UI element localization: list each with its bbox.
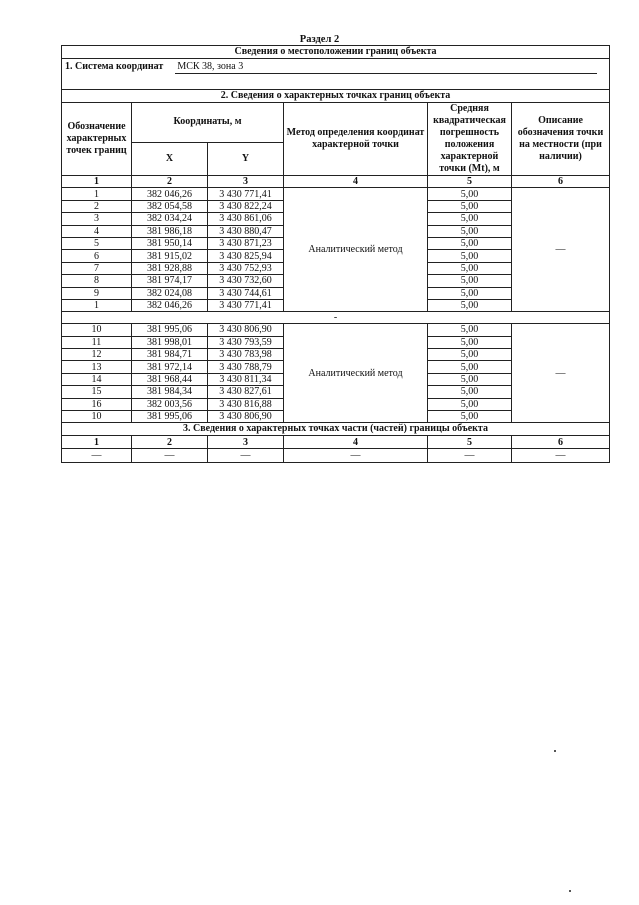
col-coords-header: Координаты, м xyxy=(132,103,284,143)
section3-numbers-row xyxy=(62,436,610,448)
y-coordinate-cell: 3 430 752,93 xyxy=(208,262,284,274)
page-title: Раздел 2 xyxy=(299,34,340,45)
y-coordinate-cell: 3 430 827,61 xyxy=(208,386,284,398)
point-cell: 7 xyxy=(62,262,132,274)
empty-value: — xyxy=(428,448,512,462)
col-accuracy-header: Средняя квадратическая погрешность положения характерной точки (Mt), м xyxy=(428,103,512,176)
x-coordinate-cell: 381 915,02 xyxy=(132,250,208,262)
accuracy-cell: 5,00 xyxy=(428,188,512,200)
accuracy-cell: 5,00 xyxy=(428,200,512,212)
column-number: 2 xyxy=(132,436,208,448)
column-header-row xyxy=(62,103,610,143)
accuracy-cell: 5,00 xyxy=(428,299,512,311)
accuracy-cell: 5,00 xyxy=(428,373,512,385)
empty-value: — xyxy=(208,448,284,462)
point-cell: 3 xyxy=(62,213,132,225)
x-coordinate-cell: 382 054,58 xyxy=(132,200,208,212)
column-number: 6 xyxy=(512,436,610,448)
x-coordinate-cell: 381 986,18 xyxy=(132,225,208,237)
point-cell: 14 xyxy=(62,373,132,385)
point-cell: 10 xyxy=(62,411,132,423)
point-cell: 1 xyxy=(62,299,132,311)
accuracy-cell: 5,00 xyxy=(428,250,512,262)
y-coordinate-cell: 3 430 861,06 xyxy=(208,213,284,225)
column-number: 4 xyxy=(284,176,428,188)
y-coordinate-cell: 3 430 816,88 xyxy=(208,398,284,410)
contour-separator-row xyxy=(62,312,610,324)
x-coordinate-cell: 381 928,88 xyxy=(132,262,208,274)
column-number: 2 xyxy=(132,176,208,188)
y-coordinate-cell: 3 430 771,41 xyxy=(208,299,284,311)
accuracy-cell: 5,00 xyxy=(428,386,512,398)
accuracy-cell: 5,00 xyxy=(428,213,512,225)
col-x-header: X xyxy=(132,142,208,175)
section2-title: 2. Сведения о характерных точках границ объекта xyxy=(62,90,610,103)
x-coordinate-cell: 381 998,01 xyxy=(132,336,208,348)
table-row xyxy=(62,324,610,336)
empty-value: — xyxy=(512,448,610,462)
x-coordinate-cell: 381 984,71 xyxy=(132,349,208,361)
empty-value: — xyxy=(284,448,428,462)
x-coordinate-cell: 381 974,17 xyxy=(132,275,208,287)
x-coordinate-cell: 382 024,08 xyxy=(132,287,208,299)
scan-speck xyxy=(554,750,556,752)
y-coordinate-cell: 3 430 880,47 xyxy=(208,225,284,237)
x-coordinate-cell: 381 984,34 xyxy=(132,386,208,398)
section3-title: 3. Сведения о характерных точках части (частей) границы объекта xyxy=(62,423,610,436)
y-coordinate-cell: 3 430 806,90 xyxy=(208,324,284,336)
column-number: 3 xyxy=(208,436,284,448)
point-cell: 15 xyxy=(62,386,132,398)
method-cell: Аналитический метод xyxy=(284,188,428,312)
column-number: 4 xyxy=(284,436,428,448)
accuracy-cell: 5,00 xyxy=(428,287,512,299)
accuracy-cell: 5,00 xyxy=(428,262,512,274)
col-method-header: Метод определения координат характерной точки xyxy=(284,103,428,176)
method-cell: Аналитический метод xyxy=(284,324,428,423)
y-coordinate-cell: 3 430 788,79 xyxy=(208,361,284,373)
column-number: 3 xyxy=(208,176,284,188)
point-cell: 10 xyxy=(62,324,132,336)
y-coordinate-cell: 3 430 793,59 xyxy=(208,336,284,348)
y-coordinate-cell: 3 430 822,24 xyxy=(208,200,284,212)
accuracy-cell: 5,00 xyxy=(428,225,512,237)
description-cell: — xyxy=(512,188,610,312)
point-cell: 5 xyxy=(62,237,132,249)
section3-empty-row xyxy=(62,448,610,462)
column-number: 5 xyxy=(428,176,512,188)
empty-value: — xyxy=(62,448,132,462)
accuracy-cell: 5,00 xyxy=(428,336,512,348)
point-cell: 11 xyxy=(62,336,132,348)
y-coordinate-cell: 3 430 871,23 xyxy=(208,237,284,249)
x-coordinate-cell: 382 046,26 xyxy=(132,299,208,311)
scan-speck xyxy=(569,890,571,892)
y-coordinate-cell: 3 430 825,94 xyxy=(208,250,284,262)
x-coordinate-cell: 382 034,24 xyxy=(132,213,208,225)
point-cell: 8 xyxy=(62,275,132,287)
x-coordinate-cell: 381 950,14 xyxy=(132,237,208,249)
accuracy-cell: 5,00 xyxy=(428,237,512,249)
x-coordinate-cell: 381 995,06 xyxy=(132,411,208,423)
description-cell: — xyxy=(512,324,610,423)
coordinate-system-cell xyxy=(62,59,610,90)
coordinate-system-row xyxy=(62,59,610,90)
col-point-header: Обозначение характерных точек границ xyxy=(62,103,132,176)
x-coordinate-cell: 382 003,56 xyxy=(132,398,208,410)
accuracy-cell: 5,00 xyxy=(428,275,512,287)
section-title: Сведения о местоположении границ объекта xyxy=(62,46,610,59)
point-cell: 2 xyxy=(62,200,132,212)
coordinate-system-label: 1. Система координат xyxy=(65,61,164,72)
column-number: 1 xyxy=(62,436,132,448)
y-coordinate-cell: 3 430 744,61 xyxy=(208,287,284,299)
column-number: 6 xyxy=(512,176,610,188)
accuracy-cell: 5,00 xyxy=(428,398,512,410)
column-numbers-row xyxy=(62,176,610,188)
section-title-row xyxy=(62,46,610,59)
contour-separator: - xyxy=(62,312,610,324)
boundary-table xyxy=(61,45,610,463)
accuracy-cell: 5,00 xyxy=(428,324,512,336)
point-cell: 16 xyxy=(62,398,132,410)
column-number: 1 xyxy=(62,176,132,188)
empty-value: — xyxy=(132,448,208,462)
coordinate-system-value: МСК 38, зона 3 xyxy=(175,61,597,74)
point-cell: 6 xyxy=(62,250,132,262)
y-coordinate-cell: 3 430 811,34 xyxy=(208,373,284,385)
y-coordinate-cell: 3 430 806,90 xyxy=(208,411,284,423)
point-cell: 4 xyxy=(62,225,132,237)
col-description-header: Описание обозначения точки на местности (при наличии) xyxy=(512,103,610,176)
x-coordinate-cell: 381 972,14 xyxy=(132,361,208,373)
accuracy-cell: 5,00 xyxy=(428,361,512,373)
col-y-header: Y xyxy=(208,142,284,175)
accuracy-cell: 5,00 xyxy=(428,411,512,423)
section3-title-row xyxy=(62,423,610,436)
x-coordinate-cell: 382 046,26 xyxy=(132,188,208,200)
y-coordinate-cell: 3 430 732,60 xyxy=(208,275,284,287)
column-number: 5 xyxy=(428,436,512,448)
point-cell: 1 xyxy=(62,188,132,200)
x-coordinate-cell: 381 968,44 xyxy=(132,373,208,385)
table-row xyxy=(62,188,610,200)
accuracy-cell: 5,00 xyxy=(428,349,512,361)
y-coordinate-cell: 3 430 783,98 xyxy=(208,349,284,361)
point-cell: 13 xyxy=(62,361,132,373)
point-cell: 9 xyxy=(62,287,132,299)
x-coordinate-cell: 381 995,06 xyxy=(132,324,208,336)
point-cell: 12 xyxy=(62,349,132,361)
section2-title-row xyxy=(62,90,610,103)
y-coordinate-cell: 3 430 771,41 xyxy=(208,188,284,200)
